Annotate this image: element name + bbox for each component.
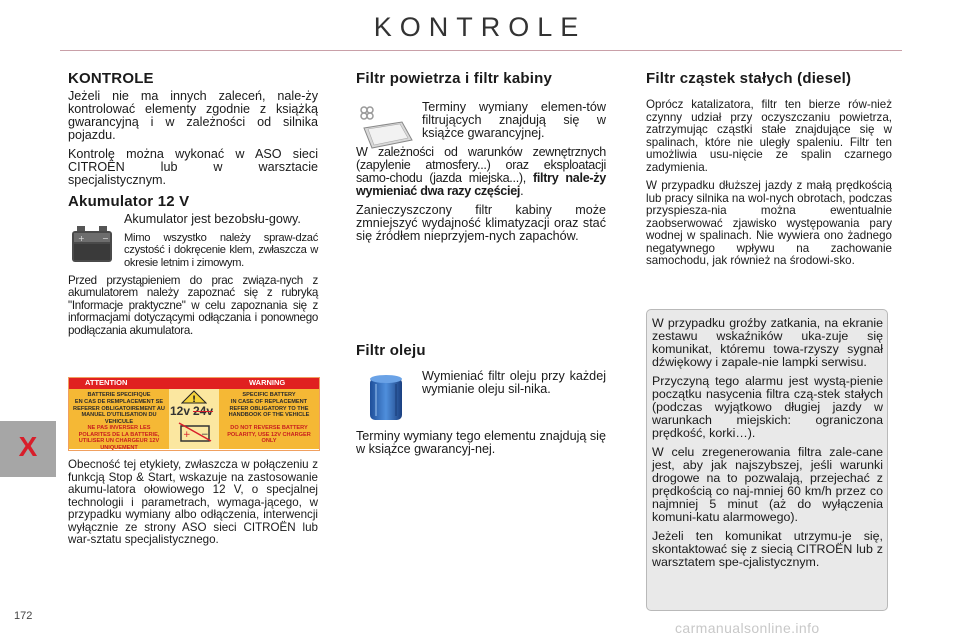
paragraph: W przypadku dłuższej jazdy z małą prędkością lub pracy silnika na wol-nych obrotach, podczas przyspiesza-nia można ewentualnie zaobserwować zjawisko występowania pary wodnej w spalinach. Nie wywiera ono żadnego negatywnego wpływu na zachowanie samochodu, jak również na środowi-sko. — [646, 179, 892, 267]
label-24v: 24v — [193, 404, 214, 418]
battery-icon — [68, 222, 116, 266]
oil-filter-icon — [366, 372, 406, 422]
svg-text:!: ! — [192, 395, 197, 404]
paragraph: W przypadku groźby zatkania, na ekranie zestawu wskaźników uka-zuje się komunikat, któremu towa-rzyszy sygnał dźwiękowy i zapale-nie lampki serwisu. — [652, 316, 883, 369]
column-filters — [356, 70, 606, 249]
paragraph: Terminy wymiany tego elementu znajdują się w książce gwarancyj-nej. — [356, 429, 606, 456]
column-kontrole — [68, 70, 318, 343]
section-heading-air-filter: Filtr powietrza i filtr kabiny — [356, 70, 553, 87]
label-en-text: IN CASE OF REPLACEMENT REFER OBLIGATORY TO THE HANDBOOK OF THE VEHICLE — [228, 399, 310, 419]
label-en-polarity: DO NOT REVERSE BATTERY POLARITY, USE 12V CHARGER ONLY — [227, 425, 311, 445]
chapter-tab — [0, 421, 56, 477]
paragraph: Jeżeli nie ma innych zaleceń, nale-ży kontrolować elementy zgodnie z książką gwarancyjną i w zależności od silnika pojazdu. — [68, 89, 318, 142]
chapter-letter: X — [18, 431, 38, 462]
svg-text:−: − — [201, 430, 209, 440]
paragraph: Wymieniać filtr oleju przy każdej wymianie oleju sil-nika. — [422, 369, 606, 396]
label-en-title: SPECIFIC BATTERY — [242, 392, 296, 398]
paragraph: Mimo wszystko należy spraw-dzać czystość i dokręcenie klem, zwłaszcza w okresie letnim i zimowym. — [124, 232, 318, 269]
label-fr-text: EN CAS DE REMPLACEMENT SE REFERER OBLIGATOIREMENT AU MANUEL D'UTILISATION DU VEHICULE — [73, 399, 165, 425]
paragraph: Jeżeli ten komunikat utrzymu-je się, skontaktować się z siecią CITROËN lub z warsztatem spe-cjalistycznym. — [652, 529, 883, 569]
page-number: 172 — [14, 610, 33, 622]
paragraph: Przyczyną tego alarmu jest wystą-pienie początku nasycenia filtra czą-stek stałych (podczas wyjątkowo długiej jazdy w warunkach miejskich: ograniczona prędkość, korki…). — [652, 374, 883, 440]
paragraph: W celu zregenerowania filtra zale-cane jest, aby jak najszybszej, jeśli warunki drogowe na to pozwalają, przejechać z prędkością co naj-mniej 60 km/h przez co najmniej 5 minut (aż do wyłączenia komuni-katu alarmowego). — [652, 445, 883, 524]
paragraph: Obecność tej etykiety, zwłaszcza w połączeniu z funkcją Stop & Start, wskazuje na zastosowanie akumu-latora ołowiowego 12 V, o specjalnej technologii i parametrach, wymaga-jącego, w przypadku wymiany albo odłączenia, interwencji wyłącznie ze strony ASO sieci CITROËN lub war-sztatu specjalistycznego. — [68, 458, 318, 546]
section-heading-oil-filter: Filtr oleju — [356, 342, 426, 359]
svg-text:+: + — [78, 234, 85, 243]
svg-text:+: + — [183, 430, 191, 440]
paragraph-text: W zależności od warunków zewnętrznych (zapylenie atmosfery...) oraz eksploatacji samo-chodu (jazda miejska...), — [356, 145, 606, 185]
emphasis-text: filtry nale-ży wymieniać dwa razy częściej — [356, 171, 606, 198]
label-fr-title: BATTERIE SPECIFIQUE — [87, 392, 151, 398]
paragraph: Akumulator jest bezobsłu-gowy. — [124, 212, 301, 226]
label-fr-polarity: NE PAS INVERSER LES POLARITES DE LA BATTERIE, UTILISER UN CHARGEUR 12V UNIQUEMENT — [78, 425, 160, 451]
section-heading-kontrole: KONTROLE — [68, 70, 154, 87]
warning-triangle-icon — [181, 390, 207, 404]
label-warning: WARNING — [249, 378, 286, 387]
section-heading-battery: Akumulator 12 V — [68, 193, 190, 210]
paragraph: Oprócz katalizatora, filtr ten bierze rów-nież czynny udział przy oczyszczaniu powietrza, zatrzymując cząstki stałe znajdujące się w spalinach, które nie uległy spaleniu. Filtr ten umożliwia usu-nięcie ze spalin czarnego zadymienia. — [646, 98, 892, 174]
label-12v: 12v — [170, 404, 191, 418]
battery-polarity-icon — [177, 421, 213, 443]
page-title: KONTROLE — [373, 12, 587, 42]
warning-info-box — [646, 309, 888, 611]
svg-text:−: − — [102, 234, 109, 243]
paragraph: Zanieczyszczony filtr kabiny może zmniejszyć wydajność klimatyzacji oraz stać się źródłem nieprzyjem-nych zapachów. — [356, 203, 606, 243]
paragraph: Terminy wymiany elemen-tów filtrujących znajdują się w książce gwarancyjnej. — [422, 100, 606, 140]
cabin-filter-icon — [358, 104, 414, 150]
paragraph: Kontrolę można wykonać w ASO sieci CITROËN lub w warsztacie specjalistycznym. — [68, 147, 318, 187]
watermark: carmanualsonline.info — [675, 620, 820, 636]
paragraph-end: . — [520, 184, 524, 198]
title-divider — [60, 50, 902, 51]
battery-warning-label — [68, 377, 320, 451]
paragraph: Przed przystąpieniem do prac związa-nych z akumulatorem należy zapoznać się z rubryką "Informacje praktyczne" w celu zapoznania się z informacjami dotyczącymi odłączania i ponownego podłączania akumulatora. — [68, 273, 318, 337]
section-heading-particle-filter: Filtr cząstek stałych (diesel) — [646, 70, 852, 87]
label-attention: ATTENTION — [85, 378, 128, 387]
column-particle-filter — [646, 70, 892, 274]
paragraph — [356, 146, 606, 198]
